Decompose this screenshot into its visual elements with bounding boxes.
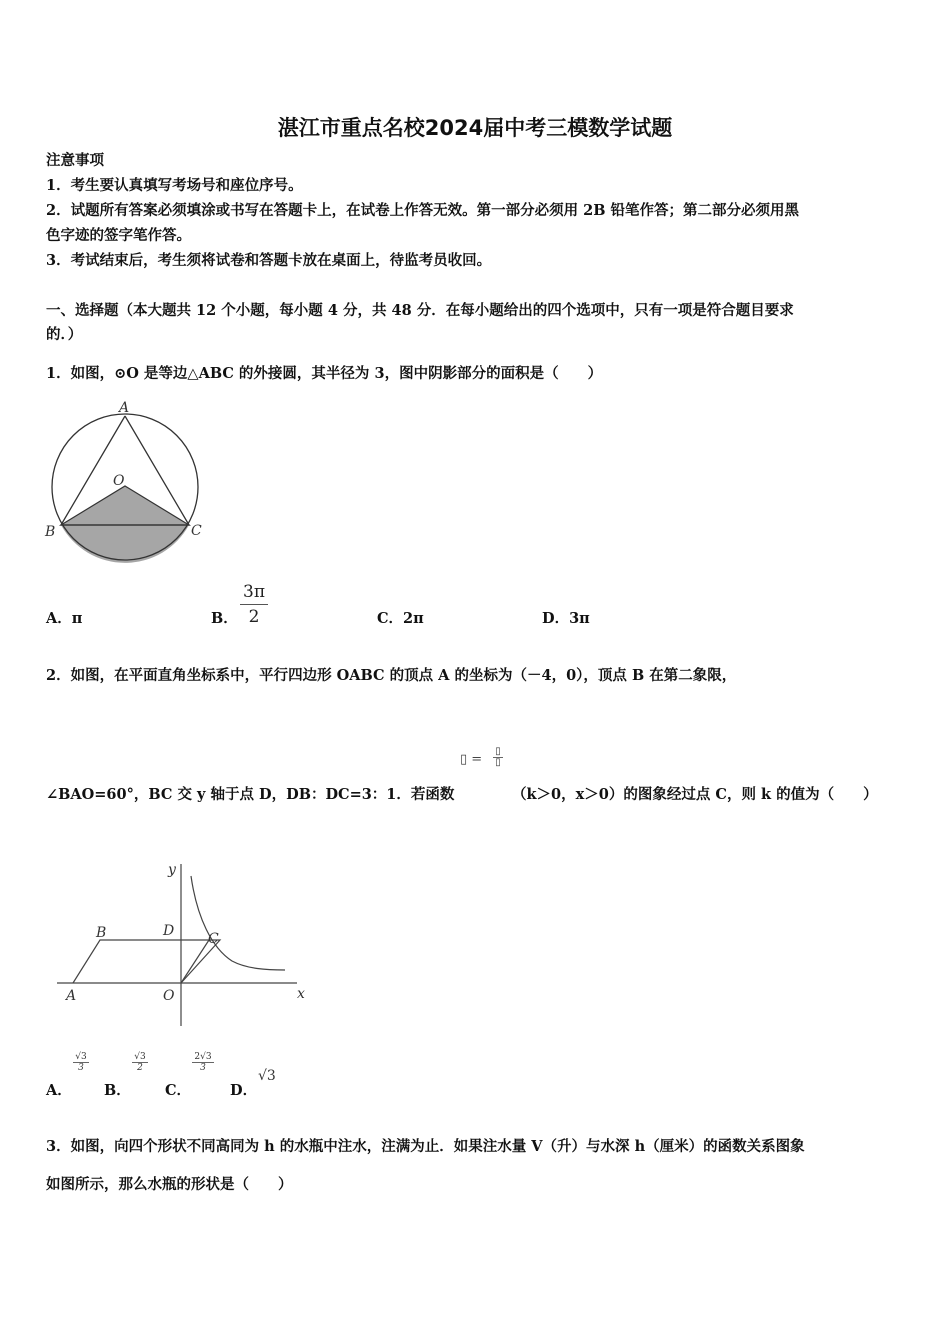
label-c: C [208, 931, 219, 947]
fraction-denominator: 2 [248, 607, 260, 627]
question-2-figure [52, 858, 312, 1030]
notice-heading: 注意事项 [46, 152, 104, 169]
q2-option-b[interactable]: B． [104, 1082, 131, 1099]
notice-item-2b: 色字迹的签字笔作答。 [46, 227, 191, 244]
fraction-denominator: 3 [200, 1063, 206, 1073]
q2-formula-left: ▯ = [460, 752, 483, 767]
section-heading-line2: 的．） [46, 326, 83, 343]
q2-option-c-fraction [192, 1052, 214, 1073]
question-3-line2: 如图所示，那么水瓶的形状是（ ） [46, 1176, 293, 1193]
q2-option-b-fraction [132, 1052, 148, 1073]
fraction-denominator: ▯ [495, 757, 501, 768]
notice-item-3: 3．考试结束后，考生须将试卷和答题卡放在桌面上，待监考员收回。 [46, 252, 492, 269]
q2-option-d-value: √3 [258, 1068, 276, 1084]
fraction-numerator: ▯ [493, 747, 503, 758]
label-a: A [66, 988, 77, 1004]
label-d: D [163, 923, 175, 939]
fraction-numerator: √3 [132, 1052, 148, 1063]
question-2-line2a: ∠BAO=60°，BC 交 y 轴于点 D，DB：DC=3：1．若函数 [46, 786, 455, 803]
fraction-denominator: 3 [78, 1063, 84, 1073]
label-c: C [191, 523, 202, 539]
notice-item-1: 1．考生要认真填写考场号和座位序号。 [46, 177, 303, 194]
q1-option-b-fraction [240, 582, 268, 627]
fraction-denominator: 2 [137, 1063, 143, 1073]
label-a: A [119, 400, 130, 416]
label-y: y [168, 862, 176, 878]
q1-option-c[interactable]: C．2π [377, 610, 424, 627]
q2-option-a-fraction [73, 1052, 89, 1073]
fraction-numerator: 3π [240, 582, 268, 605]
question-2-line1: 2．如图，在平面直角坐标系中，平行四边形 OABC 的顶点 A 的坐标为（－4，0），顶点 B 在第二象限， [46, 667, 737, 684]
q2-option-d[interactable]: D． [230, 1082, 258, 1099]
fraction-numerator: √3 [73, 1052, 89, 1063]
label-o: O [113, 473, 125, 489]
page-title: 湛江市重点名校2024届中考三模数学试题 [277, 116, 673, 140]
q2-formula-fraction [493, 747, 503, 768]
notice-item-2a: 2．试题所有答案必须填涂或书写在答题卡上，在试卷上作答无效。第一部分必须用 2B 铅笔作答；第二部分必须用黑 [46, 202, 800, 219]
question-1-figure [40, 396, 220, 571]
label-b: B [45, 524, 56, 540]
question-3-line1: 3．如图，向四个形状不同高同为 h 的水瓶中注水，注满为止．如果注水量 V（升）与水深 h（厘米）的函数关系图象 [46, 1138, 805, 1155]
fraction-numerator: 2√3 [192, 1052, 214, 1063]
label-o: O [163, 988, 175, 1004]
parallelogram-oabc [73, 940, 220, 983]
q2-option-c[interactable]: C． [165, 1082, 192, 1099]
label-x: x [297, 986, 305, 1002]
q1-option-b[interactable]: B． [211, 610, 238, 627]
question-1-text: 1．如图，⊙O 是等边△ABC 的外接圆，其半径为 3，图中阴影部分的面积是（ ） [46, 365, 603, 382]
q2-option-a[interactable]: A． [46, 1082, 72, 1099]
segment-oc [181, 940, 209, 983]
question-2-line2b: （k＞0，x＞0）的图象经过点 C，则 k 的值为（ ） [512, 786, 878, 803]
q1-option-d[interactable]: D．3π [542, 610, 590, 627]
q1-option-a[interactable]: A．π [46, 610, 83, 627]
section-heading-line1: 一、选择题（本大题共 12 个小题，每小题 4 分，共 48 分．在每小题给出的四个选项中，只有一项是符合题目要求 [46, 302, 794, 319]
label-b: B [96, 925, 107, 941]
